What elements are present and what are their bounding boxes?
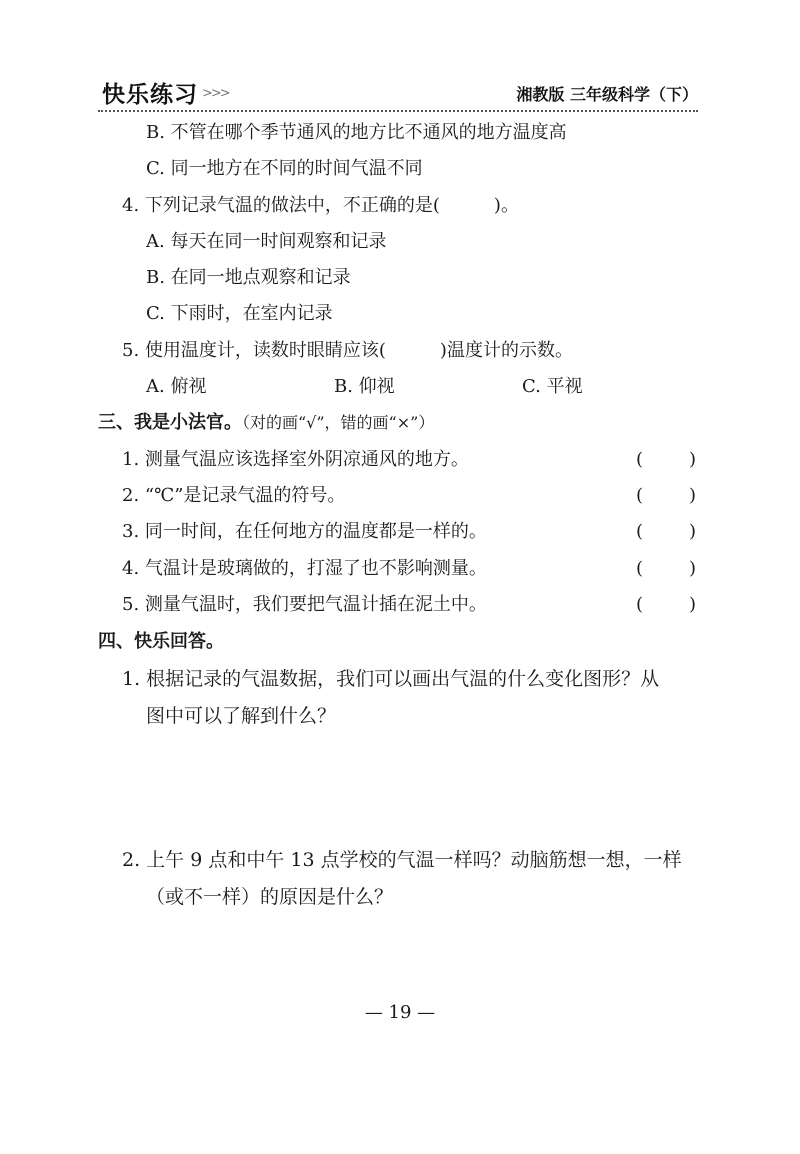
- paren-close: ): [688, 449, 696, 470]
- paren-close: ): [688, 558, 696, 579]
- answer-q2-line2: （或不一样）的原因是什么？: [146, 886, 394, 908]
- paren-open: (: [636, 521, 644, 542]
- q4-option-c: C. 下雨时，在室内记录: [146, 303, 333, 324]
- paren-open: (: [636, 449, 644, 470]
- paren-close: ): [688, 521, 696, 542]
- page-header: [98, 72, 698, 116]
- q3-option-c: C. 同一地方在不同的时间气温不同: [146, 158, 423, 179]
- edition-label: 湘教版 三年级科学（下）: [516, 85, 698, 104]
- section3-instruction: （对的画“√”，错的画“×”）: [242, 413, 435, 432]
- q4-option-a: A. 每天在同一时间观察和记录: [146, 231, 387, 252]
- judge-item-1: 1. 测量气温应该选择室外阴凉通风的地方。: [122, 449, 469, 470]
- chevron-decoration: >>>: [202, 86, 229, 101]
- q4-stem: 4. 下列记录气温的做法中，不正确的是( )。: [122, 195, 519, 216]
- q3-option-b: B. 不管在哪个季节通风的地方比不通风的地方温度高: [146, 122, 567, 143]
- brand-title: 快乐练习: [102, 82, 198, 108]
- answer-q1-line2: 图中可以了解到什么？: [146, 705, 337, 727]
- q5-option-c: C. 平视: [522, 376, 583, 397]
- header-dotted-rule: [98, 110, 698, 112]
- paren-close: ): [688, 485, 696, 506]
- judge-item-4: 4. 气温计是玻璃做的，打湿了也不影响测量。: [122, 558, 487, 579]
- section3-title: 三、我是小法官。: [98, 412, 242, 433]
- judge-item-2: 2. “℃”是记录气温的符号。: [122, 485, 346, 506]
- section4-title: 四、快乐回答。: [98, 631, 224, 652]
- judge-item-5: 5. 测量气温时，我们要把气温计插在泥土中。: [122, 594, 487, 615]
- q5-option-a: A. 俯视: [146, 376, 207, 397]
- paren-open: (: [636, 558, 644, 579]
- page-number: — 19 —: [364, 1002, 436, 1023]
- judge-item-3: 3. 同一时间，在任何地方的温度都是一样的。: [122, 521, 487, 542]
- paren-open: (: [636, 594, 644, 615]
- section3-heading: [98, 411, 434, 435]
- answer-q1-line1: 1. 根据记录的气温数据，我们可以画出气温的什么变化图形？从: [122, 668, 660, 690]
- paren-close: ): [688, 594, 696, 615]
- q5-option-b: B. 仰视: [334, 376, 395, 397]
- answer-q2-line1: 2. 上午 9 点和中午 13 点学校的气温一样吗？动脑筋想一想，一样: [122, 849, 682, 871]
- q5-stem: 5. 使用温度计，读数时眼睛应该( )温度计的示数。: [122, 340, 573, 361]
- q4-option-b: B. 在同一地点观察和记录: [146, 267, 351, 288]
- paren-open: (: [636, 485, 644, 506]
